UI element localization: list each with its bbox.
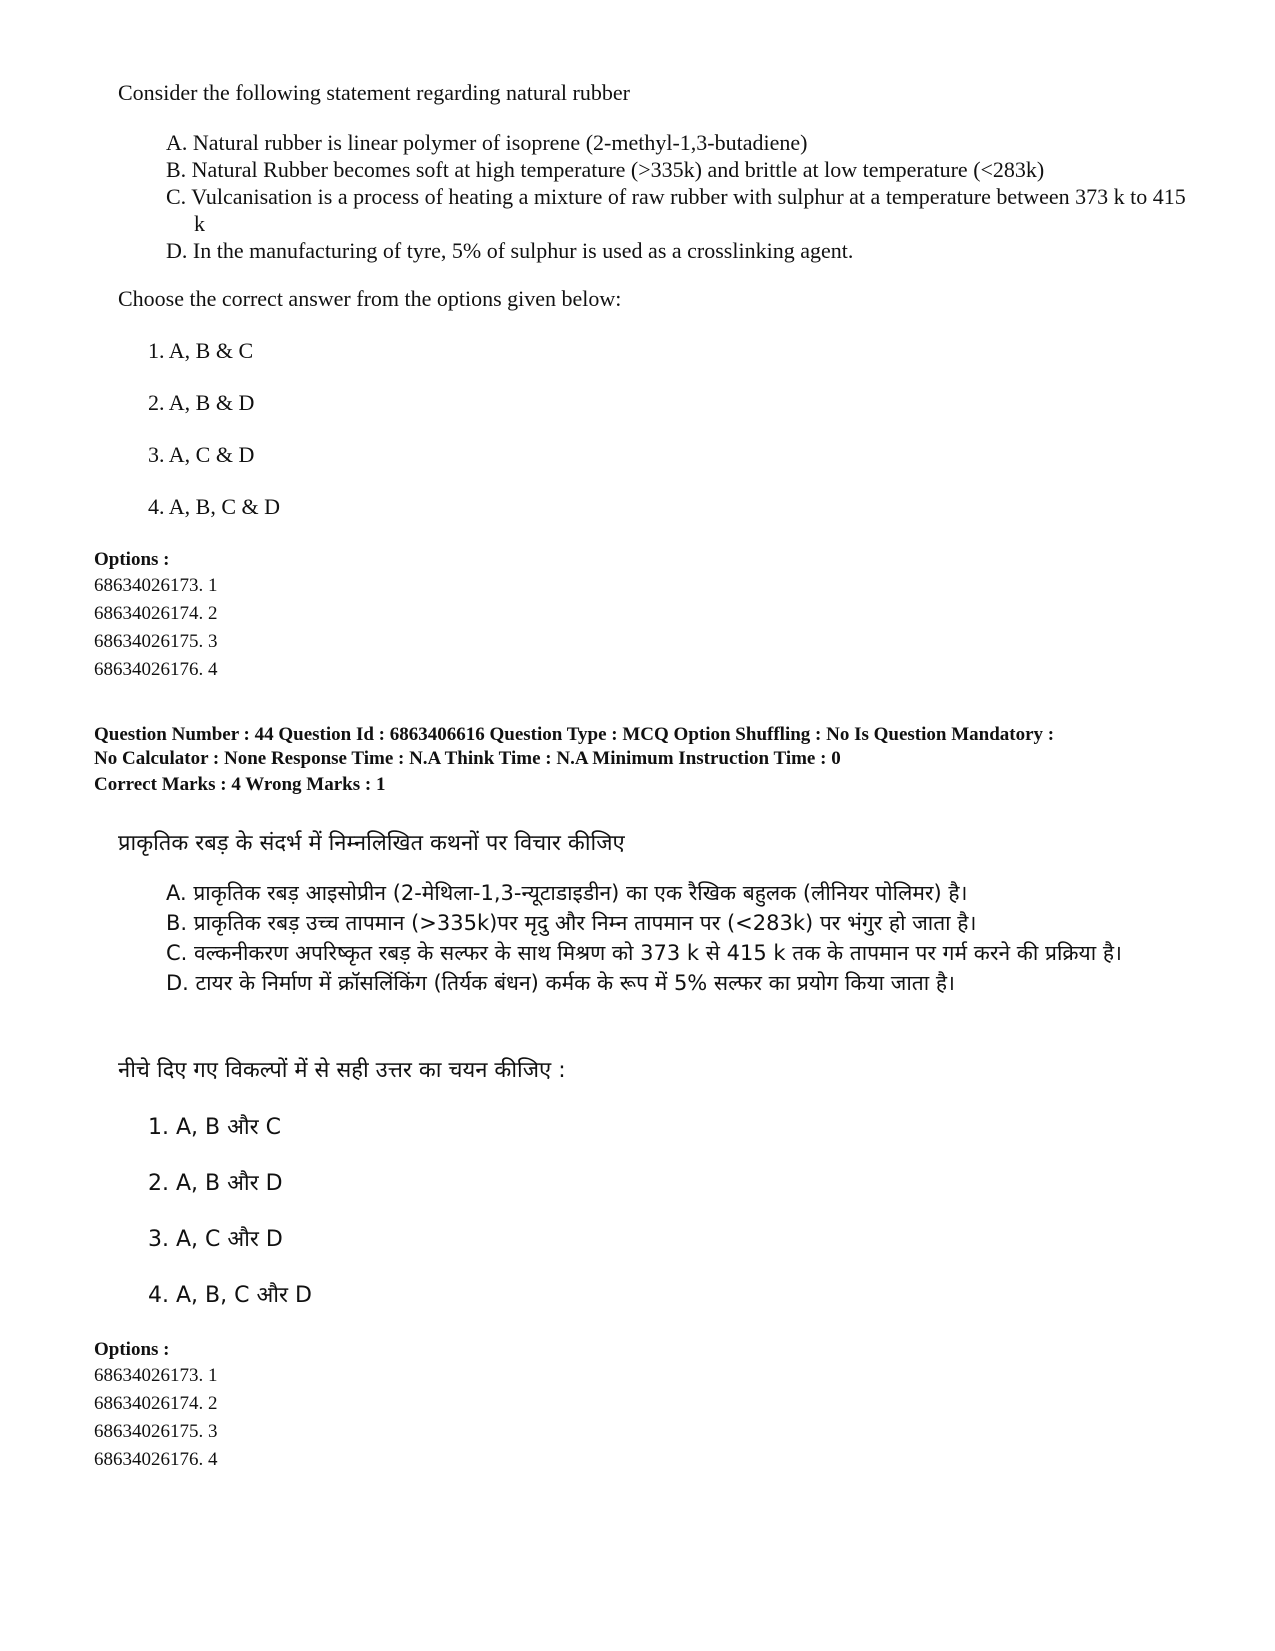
options-section [94, 1338, 1214, 1474]
answer-choice-4: 4. A, B, C & D [148, 494, 281, 519]
option-line: 68634026174. 2 [94, 603, 218, 624]
statement-a: A. Natural rubber is linear polymer of isoprene (2-methyl-1,3-butadiene) [166, 130, 808, 155]
answer-choice-2: 2. A, B और D [148, 1171, 283, 1196]
statement-a: A. प्राकृतिक रबड़ आइसोप्रीन (2-मेथिला-1,3-न्यूटाडाइडीन) का एक रैखिक बहुलक (लीनियर पोलिमर) है। [166, 881, 968, 905]
statement-c: C. वल्कनीकरण अपरिष्कृत रबड़ के सल्फर के साथ मिश्रण को 373 k से 415 k तक के तापमान पर गर्म करने की प्रक्रिया है। [166, 941, 1122, 965]
answer-choice-4: 4. A, B, C और D [148, 1283, 312, 1308]
question-meta-line-1: Question Number : 44 Question Id : 6863406616 Question Type : MCQ Option Shuffling : No Is Question Mandatory : [94, 724, 1055, 745]
statement-d: D. टायर के निर्माण में क्रॉसलिंकिंग (तिर्यक बंधन) कर्मक के रूप में 5% सल्फर का प्रयोग किया जाता है। [166, 971, 955, 995]
option-line: 68634026175. 3 [94, 1421, 218, 1442]
answer-choice-3: 3. A, C और D [148, 1227, 283, 1252]
option-line: 68634026173. 1 [94, 1365, 218, 1386]
statement-c: C. Vulcanisation is a process of heating a mixture of raw rubber with sulphur at a temperature between 373 k to 415 k [166, 184, 1186, 236]
answer-choice-3: 3. A, C & D [148, 442, 255, 467]
statement-d: D. In the manufacturing of tyre, 5% of sulphur is used as a crosslinking agent. [166, 238, 854, 263]
option-line: 68634026174. 2 [94, 1393, 218, 1414]
statement-list [118, 129, 1198, 264]
statement-b: B. Natural Rubber becomes soft at high temperature (>335k) and brittle at low temperature (<283k) [166, 157, 1045, 182]
option-line: 68634026173. 1 [94, 575, 218, 596]
question-43-body [118, 79, 1198, 264]
statement-b: B. प्राकृतिक रबड़ उच्च तापमान (>335k)पर मृदु और निम्न तापमान पर (<283k) पर भंगुर हो जाता है। [166, 911, 977, 935]
option-line: 68634026175. 3 [94, 631, 218, 652]
choose-instruction: नीचे दिए गए विकल्पों में से सही उत्तर का चयन कीजिए : [118, 1058, 566, 1083]
answer-choice-1: 1. A, B & C [148, 338, 254, 363]
options-label: Options : [94, 1339, 170, 1360]
question-intro: प्राकृतिक रबड़ के संदर्भ में निम्नलिखित कथनों पर विचार कीजिए [118, 831, 625, 856]
question-44-body [118, 828, 1198, 998]
choose-instruction: Choose the correct answer from the options given below: [118, 286, 622, 311]
question-meta-line-2: No Calculator : None Response Time : N.A Think Time : N.A Minimum Instruction Time : 0 [94, 748, 841, 769]
answer-choice-2: 2. A, B & D [148, 390, 255, 415]
options-label: Options : [94, 549, 170, 570]
statement-list [118, 878, 1198, 998]
options-section [94, 548, 1214, 684]
question-intro: Consider the following statement regarding natural rubber [118, 80, 630, 105]
option-line: 68634026176. 4 [94, 1449, 218, 1470]
option-line: 68634026176. 4 [94, 659, 218, 680]
marks-line: Correct Marks : 4 Wrong Marks : 1 [94, 774, 386, 795]
answer-choice-1: 1. A, B और C [148, 1115, 281, 1140]
question-44-header [94, 723, 1214, 797]
